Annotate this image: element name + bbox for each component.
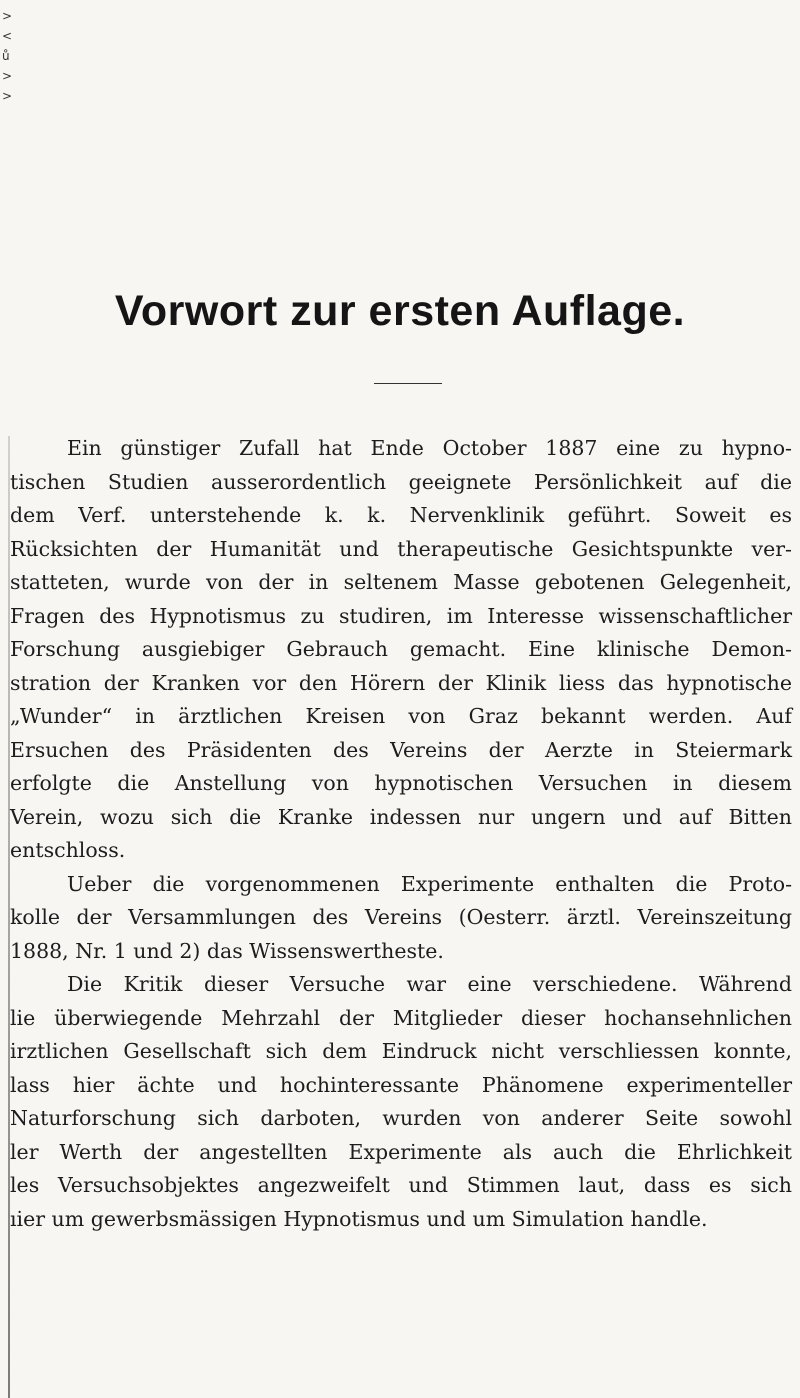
text-line: lass hier ächte und hochinteressante Phänomene experimenteller [10, 1072, 792, 1097]
text-line: entschloss. [10, 838, 126, 862]
margin-mark: > [2, 89, 13, 103]
text-line: erfolgte die Anstellung von hypnotischen Versuchen in diesem [10, 771, 792, 795]
margin-mark: > [2, 9, 13, 23]
text-line: irztlichen Gesellschaft sich dem Eindruck nicht verschliessen konnte, [10, 1039, 792, 1063]
margin-marks [2, 6, 16, 116]
title-divider [374, 383, 442, 384]
text-line: Ersuchen des Präsidenten des Vereins der Aerzte in Steiermark [10, 737, 792, 762]
margin-mark: > [2, 69, 13, 83]
text-line: lie überwiegende Mehrzahl der Mitglieder dieser hochansehnlichen [10, 1005, 792, 1030]
text-line: dem Verf. unterstehende k. k. Nervenklinik geführt. Soweit es [10, 503, 792, 527]
text-line: kolle der Versammlungen des Vereins (Oesterr. ärztl. Vereinszeitung [10, 905, 792, 929]
text-line: Forschung ausgiebiger Gebrauch gemacht. Eine klinische Demon- [10, 637, 792, 661]
text-line: Verein, wozu sich die Kranke indessen nur ungern und auf Bitten [10, 804, 792, 829]
text-line: statteten, wurde von der in seltenem Masse gebotenen Gelegenheit, [10, 570, 792, 594]
text-line: Ueber die vorgenommenen Experimente enthalten die Proto- [67, 871, 792, 896]
page-title: Vorwort zur ersten Auflage. [114, 286, 686, 335]
text-line: Die Kritik dieser Versuche war eine verschiedene. Während [67, 972, 792, 996]
margin-mark: < [2, 29, 13, 43]
text-line: Fragen des Hypnotismus zu studiren, im Interesse wissenschaftlicher [10, 603, 792, 628]
text-line: Ein günstiger Zufall hat Ende October 1887 eine zu hypno- [67, 436, 792, 460]
text-line: Naturforschung sich darboten, wurden von anderer Seite sowohl [10, 1106, 792, 1130]
text-line: „Wunder“ in ärztlichen Kreisen von Graz bekannt werden. Auf [10, 704, 792, 728]
text-line: stration der Kranken vor den Hörern der Klinik liess das hypnotische [10, 670, 792, 695]
text-line: les Versuchsobjektes angezweifelt und Stimmen laut, dass es sich [10, 1173, 792, 1197]
text-line: Rücksichten der Humanität und therapeutische Gesichtspunkte ver- [10, 536, 792, 561]
margin-mark: ů [2, 49, 10, 63]
body-text [10, 432, 792, 1236]
text-line: 1888, Nr. 1 und 2) das Wissenswertheste. [10, 938, 444, 963]
text-line: tischen Studien ausserordentlich geeignete Persönlichkeit auf die [10, 469, 792, 494]
text-line: ıier um gewerbsmässigen Hypnotismus und um Simulation handle. [10, 1206, 708, 1231]
text-line: ler Werth der angestellten Experimente als auch die Ehrlichkeit [10, 1139, 792, 1164]
